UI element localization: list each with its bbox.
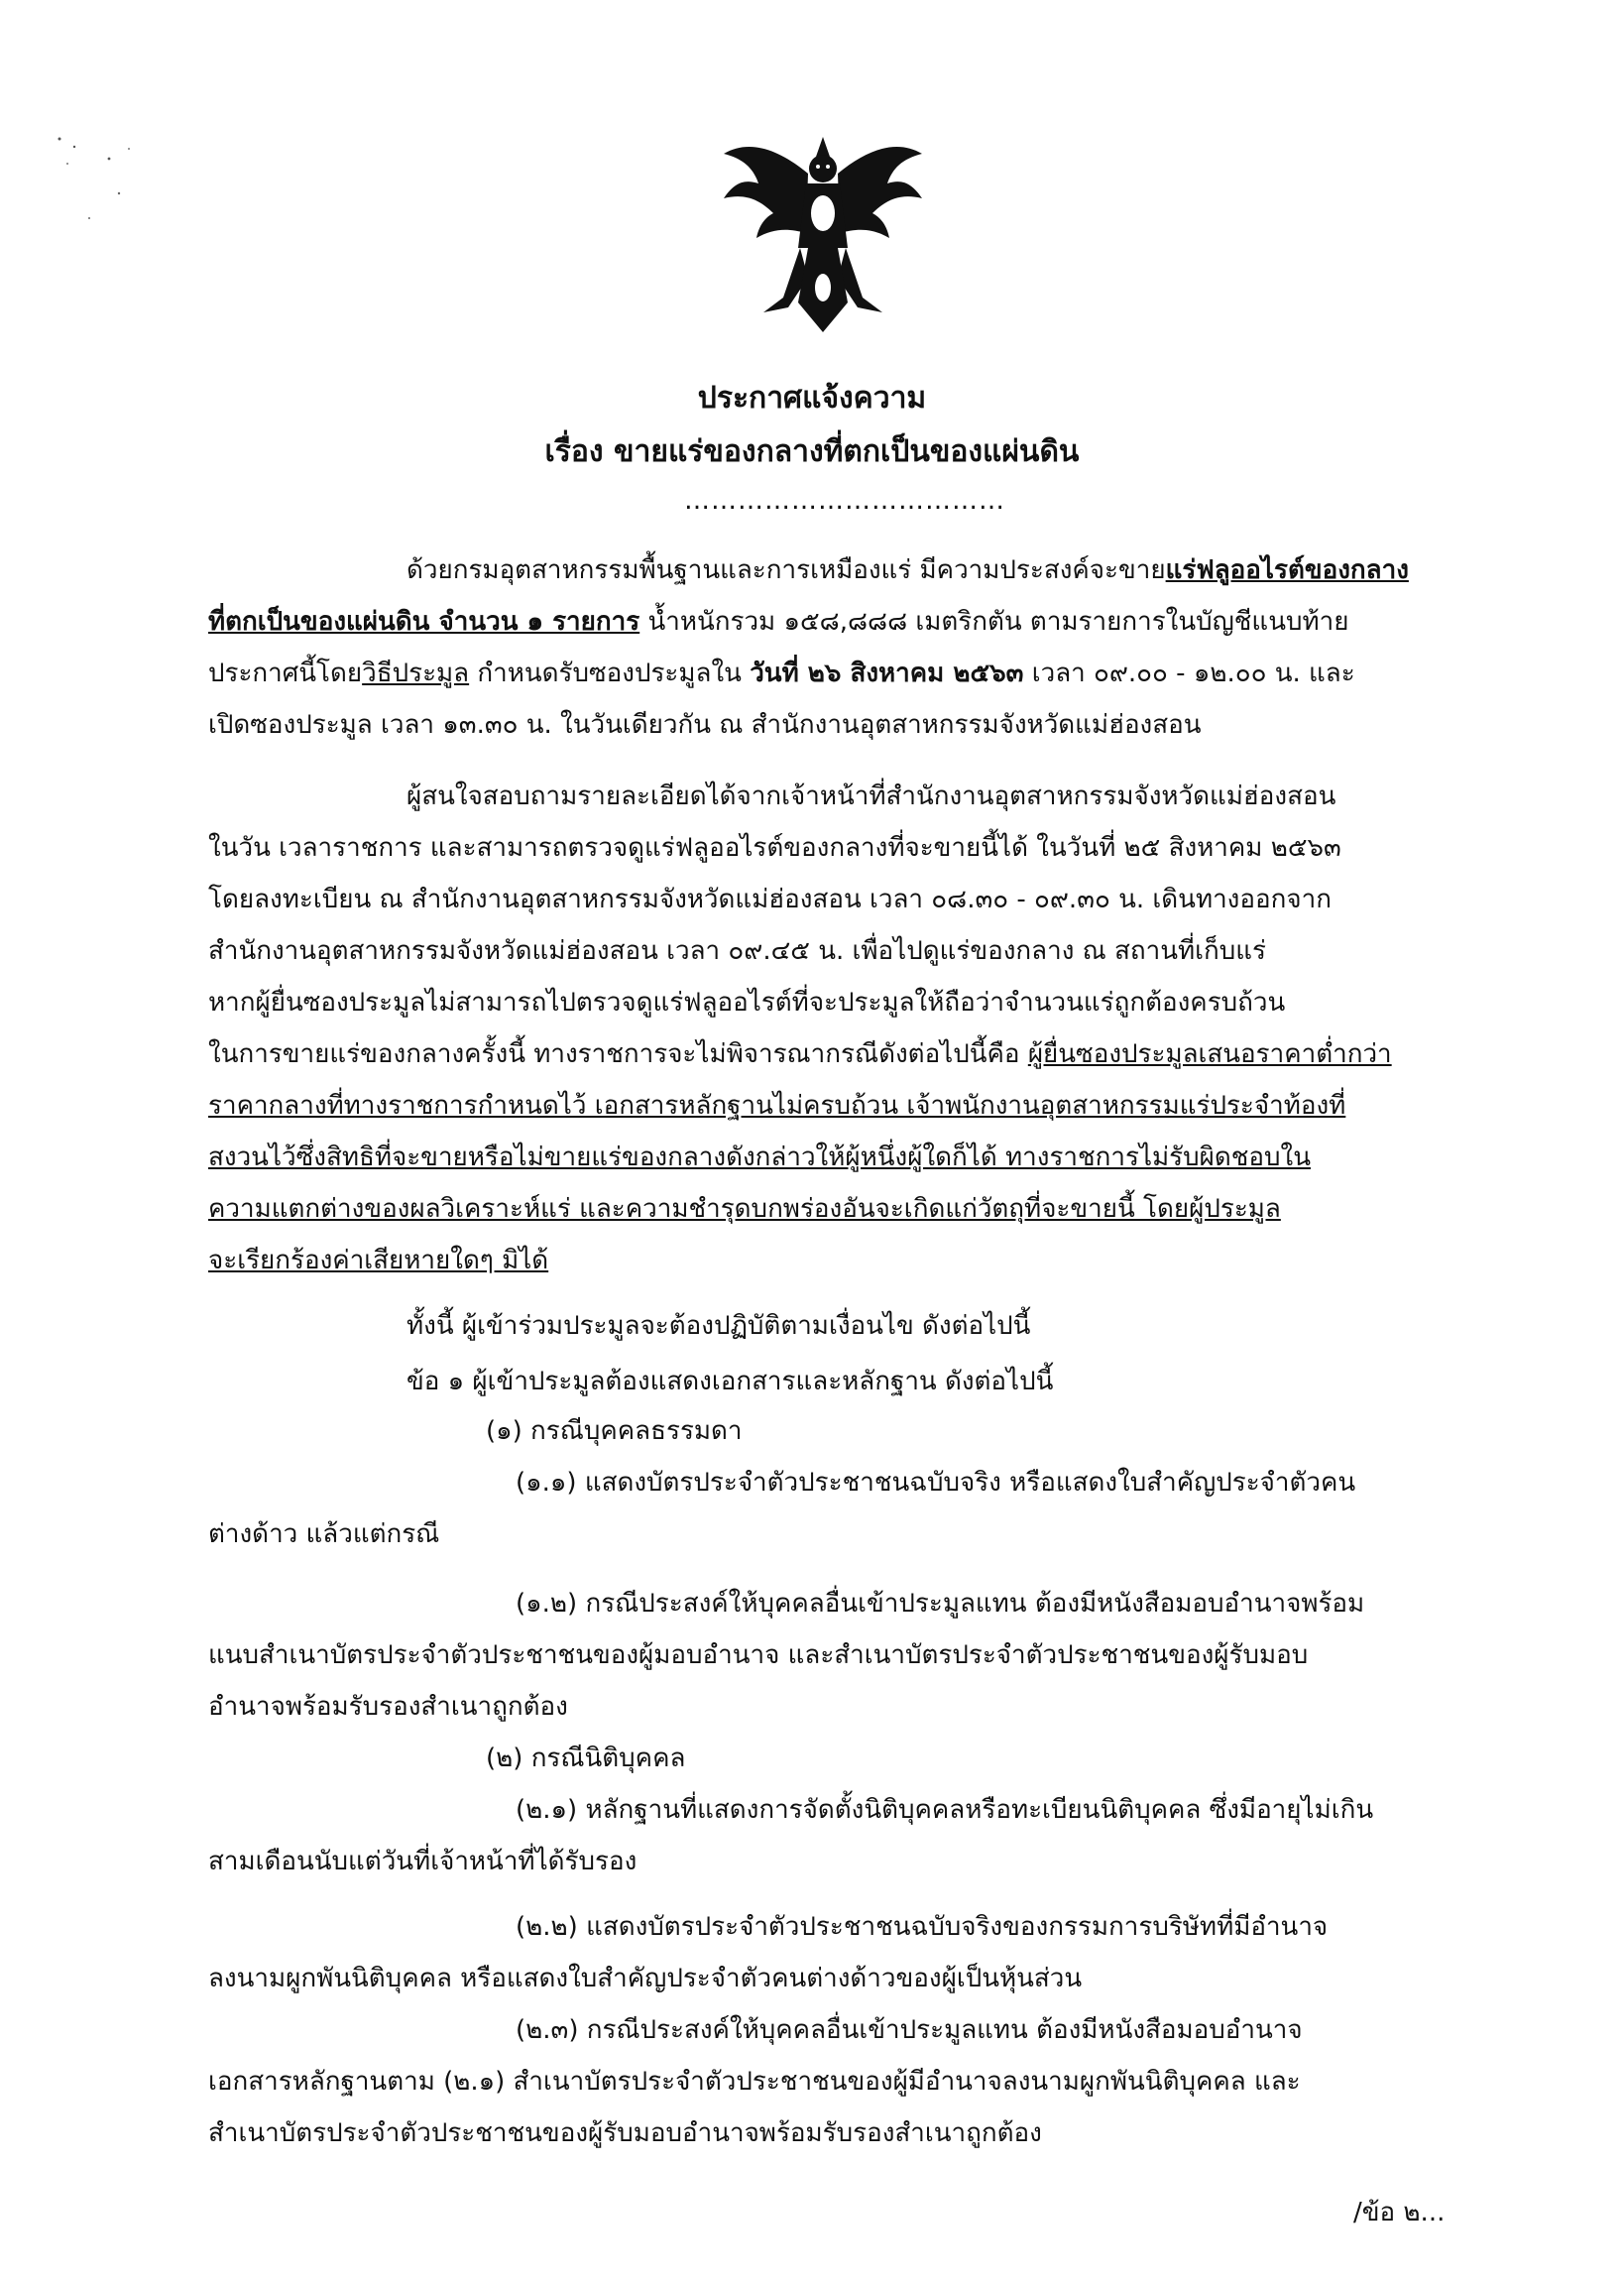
separator: ………………………………	[684, 486, 1005, 516]
para2-line10: จะเรียกร้องค่าเสียหายใดๆ มิได้	[208, 1246, 549, 1275]
clause-1: ข้อ ๑ ผู้เข้าประมูลต้องแสดงเอกสารและหลักฐาน ดังต่อไปนี้	[406, 1367, 1054, 1396]
item-1-1-line2: ต่างด้าว แล้วแต่กรณี	[208, 1519, 440, 1549]
text: ในการขายแร่ของกลางครั้งนี้ ทางราชการจะไม่พิจารณากรณีดังต่อไปนี้คือ	[208, 1039, 1028, 1069]
para1-line2	[208, 601, 1438, 642]
highlight-text: ที่ตกเป็นของแผ่นดิน จำนวน ๑ รายการ	[208, 607, 640, 637]
para1-line1	[208, 549, 1438, 590]
para2-line2: ในวัน เวลาราชการ และสามารถตรวจดูแร่ฟลูออไรต์ของกลางที่จะขายนี้ได้ ในวันที่ ๒๕ สิงหาคม ๒๕๖๓	[208, 833, 1341, 863]
para2-line7: ราคากลางที่ทางราชการกำหนดไว้ เอกสารหลักฐานไม่ครบถ้วน เจ้าพนักงานอุตสาหกรรมแร่ประจำท้องที่	[208, 1091, 1346, 1121]
para2-line1: ผู้สนใจสอบถามรายละเอียดได้จากเจ้าหน้าที่สำนักงานอุตสาหกรรมจังหวัดแม่ฮ่องสอน	[406, 782, 1336, 811]
subject-heading: เรื่อง ขายแร่ของกลางที่ตกเป็นของแผ่นดิน	[544, 434, 1080, 469]
para2-line4: สำนักงานอุตสาหกรรมจังหวัดแม่ฮ่องสอน เวลา ๐๙.๔๕ น. เพื่อไปดูแร่ของกลาง ณ สถานที่เก็บแร่	[208, 936, 1267, 966]
case-individual: (๑) กรณีบุคคลธรรมดา	[486, 1416, 743, 1446]
case-juristic: (๒) กรณีนิติบุคคล	[486, 1744, 686, 1773]
scan-specks	[40, 119, 159, 238]
item-2-2-line2: ลงนามผูกพันนิติบุคคล หรือแสดงใบสำคัญประจำตัวคนต่างด้าวของผู้เป็นหุ้นส่วน	[208, 1964, 1083, 1993]
item-2-1-line1: (๒.๑) หลักฐานที่แสดงการจัดตั้งนิติบุคคลหรือทะเบียนนิติบุคคล ซึ่งมีอายุไม่เกิน	[516, 1795, 1374, 1825]
garuda-emblem-icon	[709, 129, 937, 342]
item-2-1-line2: สามเดือนนับแต่วันที่เจ้าหน้าที่ได้รับรอง	[208, 1847, 638, 1876]
para2-line6	[208, 1033, 1438, 1074]
continuation-note: /ข้อ ๒...	[1353, 2198, 1446, 2227]
text: น้ำหนักรวม ๑๕๘,๘๘๘ เมตริกตัน ตามรายการในบัญชีแนบท้าย	[639, 607, 1349, 637]
para2-line9: ความแตกต่างของผลวิเคราะห์แร่ และความชำรุดบกพร่องอันจะเกิดแก่วัตถุที่จะขายนี้ โดยผู้ประมูล	[208, 1194, 1281, 1224]
item-2-3-line3: สำเนาบัตรประจำตัวประชาชนของผู้รับมอบอำนาจพร้อมรับรองสำเนาถูกต้อง	[208, 2118, 1042, 2148]
item-1-2-line3: อำนาจพร้อมรับรองสำเนาถูกต้อง	[208, 1692, 568, 1722]
para2-line3: โดยลงทะเบียน ณ สำนักงานอุตสาหกรรมจังหวัดแม่ฮ่องสอน เวลา ๐๘.๓๐ - ๐๙.๓๐ น. เดินทางออกจาก	[208, 885, 1332, 914]
highlight-text: แร่ฟลูออไรต์ของกลาง	[1165, 555, 1409, 585]
highlight-text: ผู้ยื่นซองประมูลเสนอราคาต่ำกว่า	[1027, 1039, 1392, 1069]
text: เวลา ๐๙.๐๐ - ๑๒.๐๐ น. และ	[1023, 659, 1355, 688]
text: ด้วยกรมอุตสาหกรรมพื้นฐานและการเหมืองแร่ มีความประสงค์จะขาย	[406, 555, 1166, 585]
item-1-1-line1: (๑.๑) แสดงบัตรประจำตัวประชาชนฉบับจริง หรือแสดงใบสำคัญประจำตัวคน	[516, 1468, 1356, 1498]
date-text: วันที่ ๒๖ สิงหาคม ๒๕๖๓	[750, 659, 1024, 688]
para2-line8: สงวนไว้ซึ่งสิทธิที่จะขายหรือไม่ขายแร่ของกลางดังกล่าวให้ผู้หนึ่งผู้ใดก็ได้ ทางราชการไม่รับผิดชอบใน	[208, 1142, 1311, 1172]
conditions-intro: ทั้งนี้ ผู้เข้าร่วมประมูลจะต้องปฏิบัติตามเงื่อนไข ดังต่อไปนี้	[406, 1311, 1031, 1341]
item-1-2-line2: แนบสำเนาบัตรประจำตัวประชาชนของผู้มอบอำนาจ และสำเนาบัตรประจำตัวประชาชนของผู้รับมอบ	[208, 1640, 1309, 1670]
para2-line5: หากผู้ยื่นซองประมูลไม่สามารถไปตรวจดูแร่ฟลูออไรต์ที่จะประมูลให้ถือว่าจำนวนแร่ถูกต้องครบถ้วน	[208, 988, 1286, 1018]
item-1-2-line1: (๑.๒) กรณีประสงค์ให้บุคคลอื่นเข้าประมูลแทน ต้องมีหนังสือมอบอำนาจพร้อม	[516, 1589, 1365, 1619]
para1-line4: เปิดซองประมูล เวลา ๑๓.๓๐ น. ในวันเดียวกัน ณ สำนักงานอุตสาหกรรมจังหวัดแม่ฮ่องสอน	[208, 710, 1202, 740]
text: กำหนดรับซองประมูลใน	[469, 659, 751, 688]
highlight-text: วิธีประมูล	[362, 659, 470, 688]
item-2-3-line1: (๒.๓) กรณีประสงค์ให้บุคคลอื่นเข้าประมูลแทน ต้องมีหนังสือมอบอำนาจ	[516, 2015, 1303, 2045]
item-2-2-line1: (๒.๒) แสดงบัตรประจำตัวประชาชนฉบับจริงของกรรมการบริษัทที่มีอำนาจ	[516, 1912, 1329, 1942]
page-title: ประกาศแจ้งความ	[697, 381, 927, 416]
text: ประกาศนี้โดย	[208, 659, 363, 688]
para1-line3	[208, 653, 1438, 693]
item-2-3-line2: เอกสารหลักฐานตาม (๒.๑) สำเนาบัตรประจำตัวประชาชนของผู้มีอำนาจลงนามผูกพันนิติบุคคล และ	[208, 2067, 1301, 2097]
